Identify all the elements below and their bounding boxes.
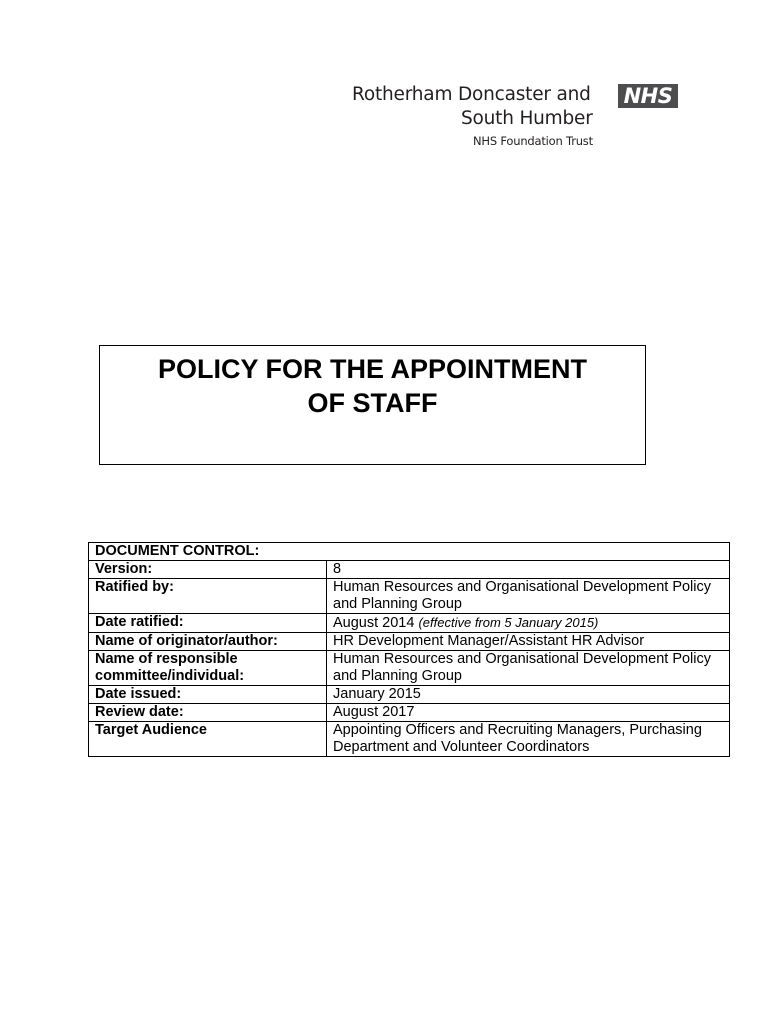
nhs-badge: NHS (618, 84, 678, 108)
table-header-row (89, 543, 730, 561)
document-control-table (88, 542, 730, 757)
logo-trust-subtitle: NHS Foundation Trust (473, 134, 593, 148)
date-ratified-note: (effective from 5 January 2015) (418, 615, 599, 630)
row-value: HR Development Manager/Assistant HR Advisor (327, 633, 730, 651)
row-value: August 2017 (327, 704, 730, 722)
table-row (89, 686, 730, 704)
row-label: Version: (89, 561, 327, 579)
logo-trust-name-line2: South Humber (461, 108, 593, 129)
row-label: Date ratified: (89, 614, 327, 633)
document-title (100, 346, 645, 420)
nhs-trust-logo (352, 82, 682, 152)
table-row (89, 633, 730, 651)
row-value: Human Resources and Organisational Development Policy and Planning Group (327, 579, 730, 614)
row-value: 8 (327, 561, 730, 579)
row-label: Review date: (89, 704, 327, 722)
row-label: Name of responsible committee/individual: (89, 651, 327, 686)
row-label: Date issued: (89, 686, 327, 704)
table-row (89, 561, 730, 579)
row-label: Ratified by: (89, 579, 327, 614)
table-row (89, 651, 730, 686)
row-label: Name of originator/author: (89, 633, 327, 651)
row-value: Human Resources and Organisational Development Policy and Planning Group (327, 651, 730, 686)
row-value (327, 614, 730, 633)
logo-trust-name-line1: Rotherham Doncaster and (352, 84, 591, 105)
table-row (89, 704, 730, 722)
document-title-line2: OF STAFF (307, 388, 438, 418)
row-value: Appointing Officers and Recruiting Managers, Purchasing Department and Volunteer Coordinators (327, 722, 730, 757)
date-ratified-value: August 2014 (333, 615, 415, 631)
table-row (89, 579, 730, 614)
table-row (89, 614, 730, 633)
row-value: January 2015 (327, 686, 730, 704)
document-title-line1: POLICY FOR THE APPOINTMENT (157, 354, 588, 384)
title-box (99, 345, 646, 465)
table-row (89, 722, 730, 757)
row-label: Target Audience (89, 722, 327, 757)
document-control-header: DOCUMENT CONTROL: (89, 543, 730, 561)
